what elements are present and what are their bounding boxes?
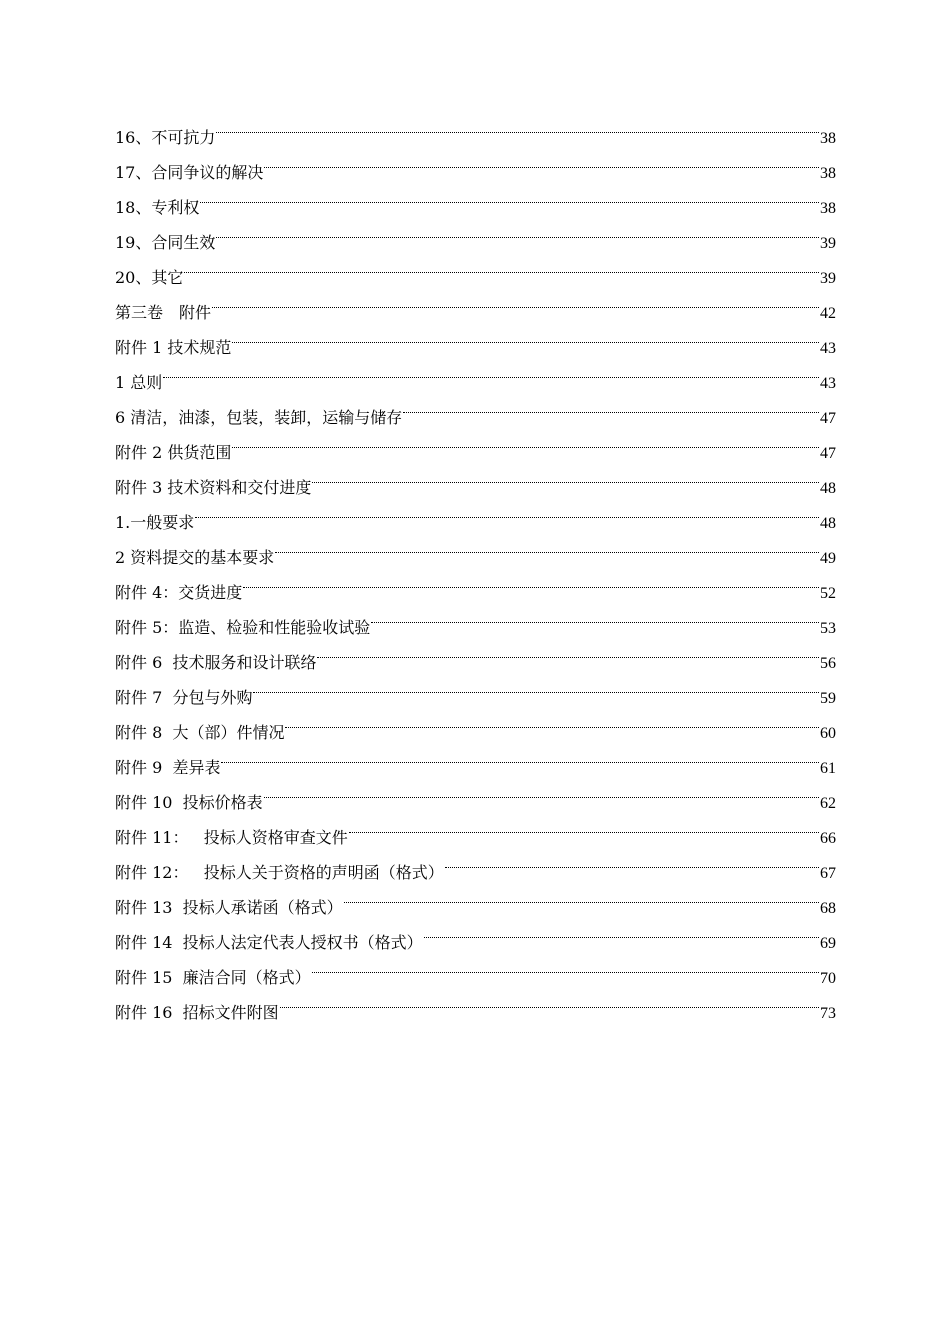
toc-page-number: 69 bbox=[820, 935, 836, 952]
toc-dot-leader bbox=[253, 668, 819, 703]
toc-dot-leader bbox=[312, 948, 819, 983]
toc-dot-leader bbox=[212, 283, 819, 318]
toc-page-number: 68 bbox=[820, 900, 836, 917]
toc-dot-leader bbox=[285, 703, 819, 738]
toc-entry-title: 19、合同生效 bbox=[115, 233, 216, 252]
toc-entry-title: 附件 6 技术服务和设计联络 bbox=[115, 653, 317, 672]
toc-dot-leader bbox=[349, 808, 819, 843]
toc-entry-volume-three-attachments[interactable] bbox=[115, 283, 836, 322]
toc-dot-leader bbox=[200, 178, 819, 213]
toc-dot-leader bbox=[344, 878, 819, 913]
toc-entry-title: 附件 12： 投标人关于资格的声明函（格式） bbox=[115, 863, 444, 882]
toc-entry-attachment-1[interactable] bbox=[115, 318, 836, 357]
toc-page-number: 70 bbox=[820, 970, 836, 987]
toc-entry-title: 附件 10 投标价格表 bbox=[115, 793, 263, 812]
toc-dot-leader bbox=[184, 248, 819, 283]
toc-dot-leader bbox=[280, 983, 819, 1018]
toc-entry-title: 附件 5：监造、检验和性能验收试验 bbox=[115, 618, 371, 637]
toc-entry-title: 附件 8 大（部）件情况 bbox=[115, 723, 285, 742]
toc-dot-leader bbox=[424, 913, 819, 948]
toc-dot-leader bbox=[232, 318, 819, 353]
toc-page-number: 73 bbox=[820, 1005, 836, 1022]
toc-page-number: 43 bbox=[820, 375, 836, 392]
toc-page-number: 39 bbox=[820, 270, 836, 287]
toc-entry-title: 6 清洁，油漆，包装，装卸，运输与储存 bbox=[115, 408, 403, 427]
toc-entry-title: 1.一般要求 bbox=[115, 513, 195, 532]
toc-page-number: 39 bbox=[820, 235, 836, 252]
toc-entry-cleaning-painting[interactable] bbox=[115, 388, 836, 427]
toc-dot-leader bbox=[264, 773, 819, 808]
toc-entry-general-requirements[interactable] bbox=[115, 493, 836, 532]
toc-entry-title: 附件 4：交货进度 bbox=[115, 583, 243, 602]
toc-dot-leader bbox=[232, 423, 819, 458]
toc-entry-patent-rights[interactable] bbox=[115, 178, 836, 217]
toc-dot-leader bbox=[221, 738, 819, 773]
toc-entry-title: 附件 9 差异表 bbox=[115, 758, 221, 777]
toc-page-number: 43 bbox=[820, 340, 836, 357]
toc-entry-title: 附件 2 供货范围 bbox=[115, 443, 232, 462]
toc-dot-leader bbox=[275, 528, 819, 563]
toc-entry-attachment-9[interactable] bbox=[115, 738, 836, 777]
table-of-contents bbox=[115, 108, 836, 1022]
toc-page-number: 59 bbox=[820, 690, 836, 707]
toc-entry-title: 1 总则 bbox=[115, 373, 163, 392]
toc-dot-leader bbox=[403, 388, 819, 423]
toc-entry-title: 20、其它 bbox=[115, 268, 184, 287]
toc-page-number: 60 bbox=[820, 725, 836, 742]
toc-entry-title: 18、专利权 bbox=[115, 198, 200, 217]
toc-page-number: 49 bbox=[820, 550, 836, 567]
toc-entry-title: 附件 15 廉洁合同（格式） bbox=[115, 968, 311, 987]
toc-page-number: 48 bbox=[820, 480, 836, 497]
toc-entry-title: 附件 11： 投标人资格审查文件 bbox=[115, 828, 348, 847]
toc-page-number: 56 bbox=[820, 655, 836, 672]
toc-entry-title: 第三卷 附件 bbox=[115, 303, 212, 322]
toc-page-number: 61 bbox=[820, 760, 836, 777]
toc-entry-submission-requirements[interactable] bbox=[115, 528, 836, 567]
toc-page-number: 38 bbox=[820, 165, 836, 182]
toc-dot-leader bbox=[317, 633, 819, 668]
toc-entry-title: 附件 7 分包与外购 bbox=[115, 688, 253, 707]
toc-entry-title: 附件 13 投标人承诺函（格式） bbox=[115, 898, 343, 917]
toc-entry-title: 附件 16 招标文件附图 bbox=[115, 1003, 279, 1022]
toc-dot-leader bbox=[445, 843, 819, 878]
toc-dot-leader bbox=[216, 108, 819, 143]
toc-page-number: 38 bbox=[820, 200, 836, 217]
toc-page-number: 66 bbox=[820, 830, 836, 847]
toc-entry-force-majeure[interactable] bbox=[115, 108, 836, 147]
toc-entry-title: 附件 1 技术规范 bbox=[115, 338, 232, 357]
toc-page-number: 47 bbox=[820, 445, 836, 462]
toc-entry-title: 2 资料提交的基本要求 bbox=[115, 548, 275, 567]
toc-entry-title: 附件 3 技术资料和交付进度 bbox=[115, 478, 312, 497]
toc-dot-leader bbox=[312, 458, 819, 493]
toc-dot-leader bbox=[371, 598, 819, 633]
toc-entry-title: 附件 14 投标人法定代表人授权书（格式） bbox=[115, 933, 423, 952]
toc-entry-dispute-resolution[interactable] bbox=[115, 143, 836, 182]
toc-entry-others[interactable] bbox=[115, 248, 836, 287]
toc-page-number: 42 bbox=[820, 305, 836, 322]
toc-dot-leader bbox=[195, 493, 819, 528]
toc-page-number: 62 bbox=[820, 795, 836, 812]
toc-page-number: 52 bbox=[820, 585, 836, 602]
toc-dot-leader bbox=[216, 213, 819, 248]
toc-dot-leader bbox=[243, 563, 819, 598]
toc-page-number: 53 bbox=[820, 620, 836, 637]
toc-entry-title: 16、不可抗力 bbox=[115, 128, 216, 147]
toc-entry-general-rules[interactable] bbox=[115, 353, 836, 392]
toc-entry-contract-effective[interactable] bbox=[115, 213, 836, 252]
toc-page-number: 38 bbox=[820, 130, 836, 147]
toc-page-number: 67 bbox=[820, 865, 836, 882]
toc-page-number: 48 bbox=[820, 515, 836, 532]
toc-entry-attachment-10[interactable] bbox=[115, 773, 836, 812]
toc-entry-title: 17、合同争议的解决 bbox=[115, 163, 264, 182]
toc-page-number: 47 bbox=[820, 410, 836, 427]
toc-dot-leader bbox=[264, 143, 819, 178]
toc-dot-leader bbox=[163, 353, 819, 388]
